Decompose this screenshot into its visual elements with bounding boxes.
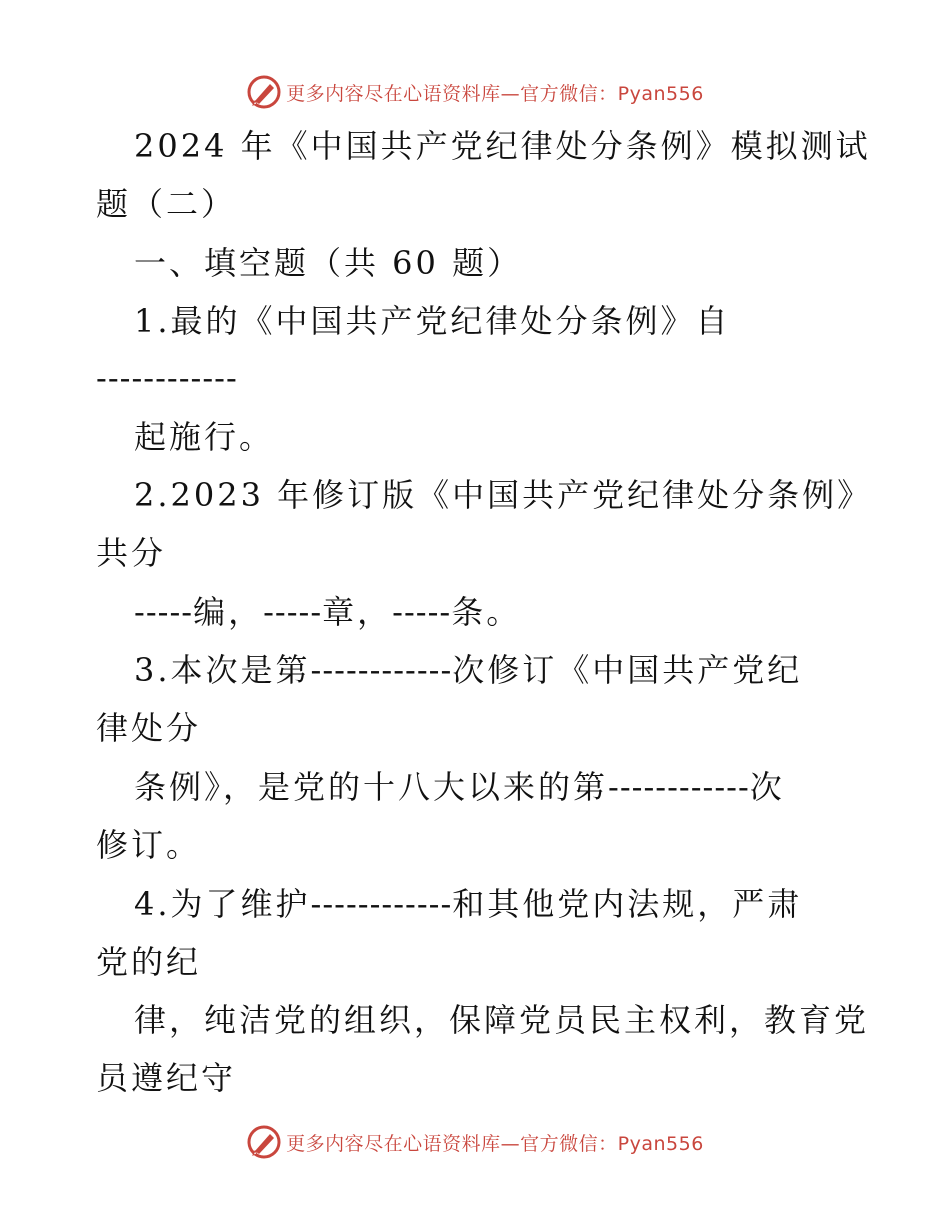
q2-line3: [134, 592, 521, 632]
q1-line1: 1.最的《中国共产党纪律处分条例》自: [134, 302, 731, 340]
q2-text-articles: 条。: [451, 593, 522, 631]
q4-prefix: 4.为了维护: [134, 885, 311, 923]
q4-line3: 律，纯洁党的组织，保障党员民主权利，教育党: [134, 1001, 870, 1039]
header-banner-text: 更多内容尽在心语资料库—官方微信：Pyan556: [286, 82, 704, 105]
header-banner: [0, 72, 950, 112]
pen-logo-icon: [246, 74, 282, 110]
q2-blank-articles: -----: [392, 593, 452, 631]
q3-line3-prefix: 条例》，是党的十八大以来的第: [134, 768, 609, 806]
q4-suffix: 和其他党内法规，严肃: [452, 885, 803, 923]
q4-line1: [134, 884, 802, 924]
q1-blank: ------------: [96, 359, 238, 397]
q3-line3-suffix: 次: [749, 768, 785, 806]
q3-line2: 律处分: [96, 709, 202, 747]
q2-line2: 共分: [96, 534, 167, 572]
q4-line2: 党的纪: [96, 943, 202, 981]
q3-line4: 修订。: [96, 826, 202, 864]
footer-banner-text: 更多内容尽在心语资料库—官方微信：Pyan556: [286, 1132, 704, 1155]
q4-line4: 员遵纪守: [96, 1059, 237, 1097]
q3-line1: [134, 650, 802, 690]
footer-banner: [0, 1122, 950, 1162]
q3-blank2: ------------: [608, 768, 750, 806]
doc-title-line1: 2024 年《中国共产党纪律处分条例》模拟测试: [134, 127, 871, 165]
q4-blank: ------------: [310, 885, 453, 923]
doc-title-line2: 题（二）: [96, 185, 237, 223]
q3-blank1: ------------: [310, 651, 453, 689]
q3-suffix: 次修订《中国共产党纪: [452, 651, 803, 689]
q3-line3: [134, 767, 785, 807]
q3-prefix: 3.本次是第: [134, 651, 311, 689]
q2-text-volumes: 编，: [193, 593, 264, 631]
q2-text-chapters: 章，: [322, 593, 393, 631]
q2-line1: 2.2023 年修订版《中国共产党纪律处分条例》: [134, 476, 873, 514]
q2-blank-volumes: -----: [134, 593, 194, 631]
q1-line2: 起施行。: [134, 418, 275, 456]
pen-logo-icon: [246, 1124, 282, 1160]
section-heading: 一、填空题（共 60 题）: [134, 244, 523, 282]
q2-blank-chapters: -----: [263, 593, 323, 631]
